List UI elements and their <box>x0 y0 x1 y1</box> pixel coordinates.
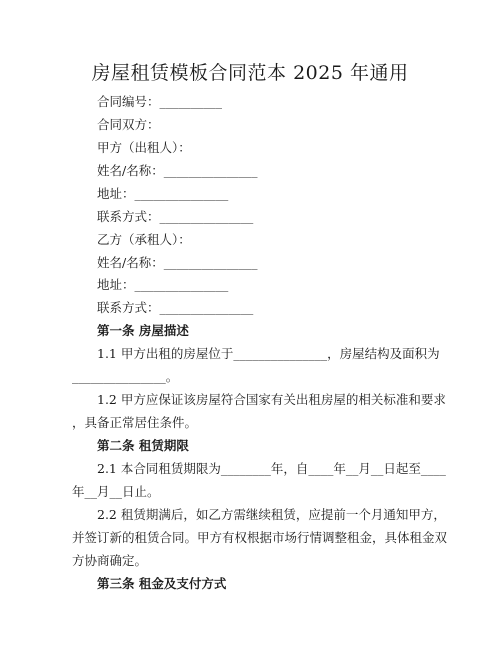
clause-2-2-line-3: 方协商确定。 <box>72 553 148 568</box>
party-a-address-line: 地址：_______________ <box>97 186 229 201</box>
article-3-heading: 第三条 租金及支付方式 <box>97 576 227 591</box>
party-a-contact-line: 联系方式：_______________ <box>97 209 254 224</box>
party-b-heading: 乙方（承租人）： <box>97 232 191 247</box>
party-b-name-line: 姓名/名称：_______________ <box>97 255 258 270</box>
parties-heading: 合同双方： <box>97 117 160 132</box>
clause-1-1-line-2: _______________。 <box>72 369 179 384</box>
article-2-heading: 第二条 租赁期限 <box>97 438 189 453</box>
clause-1-2-line-2: ，具备正常居住条件。 <box>72 415 198 430</box>
clause-1-2-line-1: 1.2 甲方应保证该房屋符合国家有关出租房屋的相关标准和要求 <box>97 392 446 407</box>
party-a-name-line: 姓名/名称：_______________ <box>97 163 258 178</box>
clause-1-1-line-1: 1.1 甲方出租的房屋位于_______________，房屋结构及面积为 <box>97 346 440 361</box>
clause-2-2-line-2: 并签订新的租赁合同。甲方有权根据市场行情调整租金，具体租金双 <box>72 530 448 545</box>
contract-number-line: 合同编号：__________ <box>97 94 223 109</box>
article-1-heading: 第一条 房屋描述 <box>97 323 189 338</box>
document-title: 房屋租赁模板合同范本 2025 年通用 <box>91 62 409 84</box>
clause-2-1-line-2: 年__月__日止。 <box>72 484 160 499</box>
clause-2-2-line-1: 2.2 租赁期满后，如乙方需继续租赁，应提前一个月通知甲方， <box>97 507 446 522</box>
party-b-address-line: 地址：_______________ <box>97 277 229 292</box>
clause-2-1-line-1: 2.1 本合同租赁期限为________年，自____年__月__日起至____ <box>97 461 446 476</box>
party-b-contact-line: 联系方式：_______________ <box>97 300 254 315</box>
party-a-heading: 甲方（出租人）： <box>97 140 191 155</box>
